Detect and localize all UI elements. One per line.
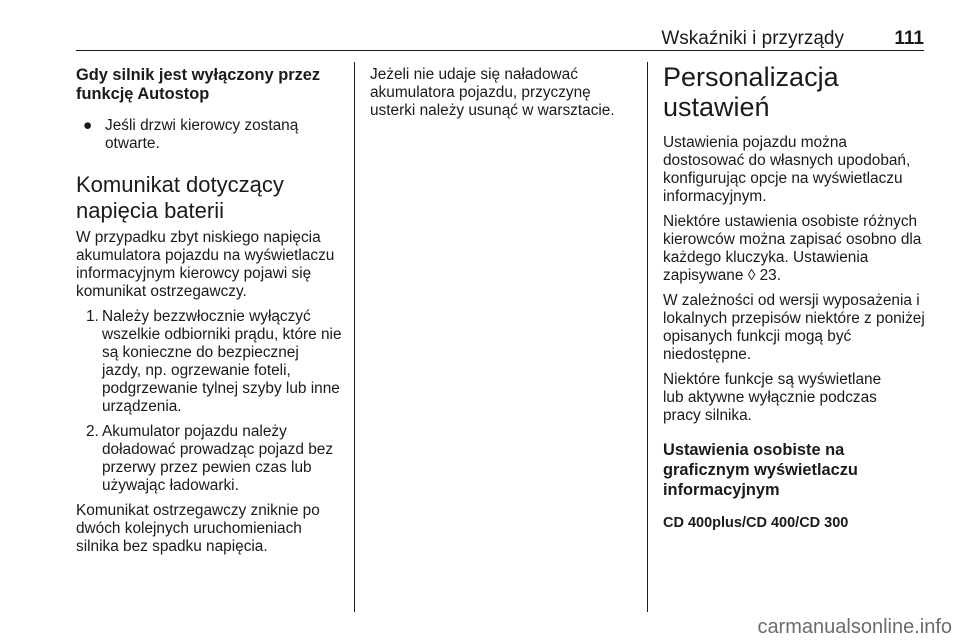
bullet-item bbox=[76, 117, 315, 153]
model-variants-label: CD 400plus/CD 400/CD 300 bbox=[663, 515, 849, 531]
column-3 bbox=[663, 62, 929, 532]
column-divider-2 bbox=[647, 62, 648, 612]
section-heading-autostop: Gdy silnik jest wyłączony przez funkcję Autostop bbox=[76, 66, 321, 103]
column-divider-1 bbox=[354, 62, 355, 612]
subheading-graphic-display: Ustawienia osobiste na graficznym wyświetlaczu informacyjnym bbox=[663, 441, 858, 499]
column-1 bbox=[76, 66, 344, 556]
paragraph-2-text: Niektóre ustawienia osobiste różnych kierowców można zapisać osobno dla każdego kluczyka. Ustawienia zapisywane bbox=[663, 213, 922, 284]
closing-paragraph: Komunikat ostrzegawczy zniknie po dwóch kolejnych uruchomieniach silnika bez spadku napięcia. bbox=[76, 502, 320, 555]
numbered-text-1: Należy bezzwłocznie wyłączyć wszelkie odbiorniki prądu, które nie są konieczne do bezpiecznej jazdy, np. ogrzewanie foteli, podgrzewanie tylnej szyby lub inne urządzenia. bbox=[102, 308, 342, 415]
personalization-paragraph-3: W zależności od wersji wyposażenia i lokalnych przepisów niektóre z poniżej opisanych funkcji mogą być niedostępne. bbox=[663, 292, 925, 363]
header-rule bbox=[76, 50, 924, 51]
section-heading-battery: Komunikat dotyczący napięcia baterii bbox=[76, 172, 284, 223]
workshop-paragraph: Jeżeli nie udaje się naładować akumulatora pojazdu, przyczynę usterki należy usunąć w warsztacie. bbox=[370, 66, 615, 119]
page-reference-link[interactable]: 23. bbox=[759, 267, 781, 284]
watermark: carmanualsonline.info bbox=[757, 616, 952, 638]
numbered-item-2 bbox=[76, 423, 344, 495]
personalization-paragraph-4: Niektóre funkcje są wyświetlane lub aktywne wyłącznie podczas pracy silnika. bbox=[663, 371, 882, 424]
personalization-paragraph-1: Ustawienia pojazdu można dostosować do własnych upodobań, konfigurując opcje na wyświetlaczu informacyjnym. bbox=[663, 134, 911, 205]
page-number: 111 bbox=[894, 28, 924, 49]
column-2 bbox=[370, 66, 632, 120]
page-header bbox=[76, 28, 924, 50]
chapter-title: Wskaźniki i przyrządy bbox=[661, 28, 844, 49]
page-reference-icon: ◊ bbox=[747, 267, 756, 284]
battery-paragraph: W przypadku zbyt niskiego napięcia akumulatora pojazdu na wyświetlaczu informacyjnym kierowcy pojawi się komunikat ostrzegawczy. bbox=[76, 229, 335, 300]
personalization-paragraph-2 bbox=[663, 213, 929, 285]
bullet-text: Jeśli drzwi kierowcy zostaną otwarte. bbox=[105, 117, 299, 152]
numbered-marker-1: 1. bbox=[86, 308, 99, 325]
section-heading-personalization: Personalizacja ustawień bbox=[663, 62, 839, 122]
numbered-text-2: Akumulator pojazdu należy doładować prowadząc pojazd bez przerwy przez pewien czas lub używając ładowarki. bbox=[102, 423, 334, 494]
numbered-item-1 bbox=[76, 308, 344, 416]
bullet-marker: ● bbox=[83, 117, 93, 134]
numbered-marker-2: 2. bbox=[86, 423, 99, 440]
